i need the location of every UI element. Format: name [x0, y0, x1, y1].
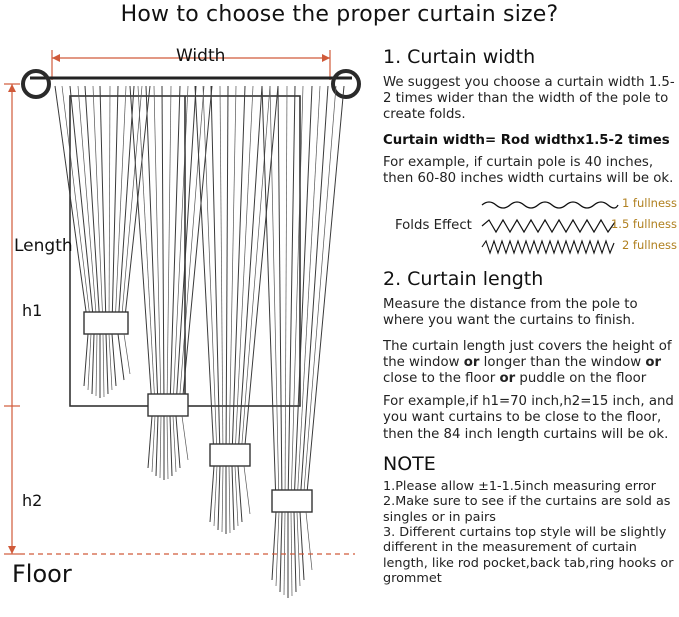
label-h2: h2 — [22, 491, 43, 510]
folds-wave-1-fullness — [480, 198, 620, 212]
label-floor: Floor — [12, 560, 72, 588]
length-p2-g: puddle on the floor — [515, 371, 647, 387]
length-p2-or-1: or — [463, 354, 480, 370]
curtain-width-paragraph-2: For example, if curtain pole is 40 inches, then 60-80 inches width curtains will be ok. — [383, 154, 674, 187]
label-h1: h1 — [22, 301, 43, 320]
length-p2-or-3: or — [499, 371, 516, 387]
curtain-length-paragraph-2 — [383, 339, 677, 388]
folds-wave-1_5-fullness — [480, 218, 620, 234]
folds-effect-label: Folds Effect — [395, 218, 472, 234]
length-p2-c: longer than the window — [479, 354, 646, 370]
note-item-1: 1.Please allow ±1-1.5inch measuring error — [383, 478, 656, 494]
folds-legend-2: 1.5 fullness — [610, 217, 677, 232]
curtain-width-paragraph-1: We suggest you choose a curtain width 1.5-2 times wider than the width of the pole to create folds. — [383, 75, 675, 123]
section-heading-curtain-width: 1. Curtain width — [383, 46, 536, 68]
label-width: Width — [176, 46, 226, 66]
curtain-illustration — [0, 36, 380, 617]
folds-effect-group — [383, 196, 677, 258]
note-list — [383, 479, 677, 587]
length-p2-a: The curtain length just covers the height of the window — [383, 338, 672, 370]
folds-legend-1: 1 fullness — [621, 196, 677, 211]
note-item-2: 2.Make sure to see if the curtains are sold as singles or in pairs — [383, 494, 671, 525]
curtain-length-paragraph-3: For example,if h1=70 inch,h2=15 inch, and you want curtains to be close to the floor, then the 84 inch length curtains will be ok. — [383, 394, 674, 442]
length-p2-or-2: or — [645, 354, 662, 370]
section-heading-note: NOTE — [383, 452, 436, 475]
curtain-width-formula: Curtain width= Rod widthx1.5-2 times — [383, 132, 670, 148]
length-p2-e: close to the floor — [383, 371, 500, 387]
curtain-length-paragraph-1: Measure the distance from the pole to where you want the curtains to finish. — [383, 297, 638, 329]
note-item-3: 3. Different curtains top style will be slightly different in the measurement of curtain length, like rod pocket,back tab,ring hooks or grommet — [383, 525, 674, 587]
label-length: Length — [14, 236, 73, 256]
instructions-column — [383, 46, 677, 587]
section-heading-curtain-length: 2. Curtain length — [383, 268, 544, 291]
folds-legend-3: 2 fullness — [621, 238, 677, 253]
page-title: How to choose the proper curtain size? — [120, 2, 559, 27]
folds-wave-2-fullness — [480, 239, 620, 255]
curtain-diagram — [0, 36, 380, 617]
